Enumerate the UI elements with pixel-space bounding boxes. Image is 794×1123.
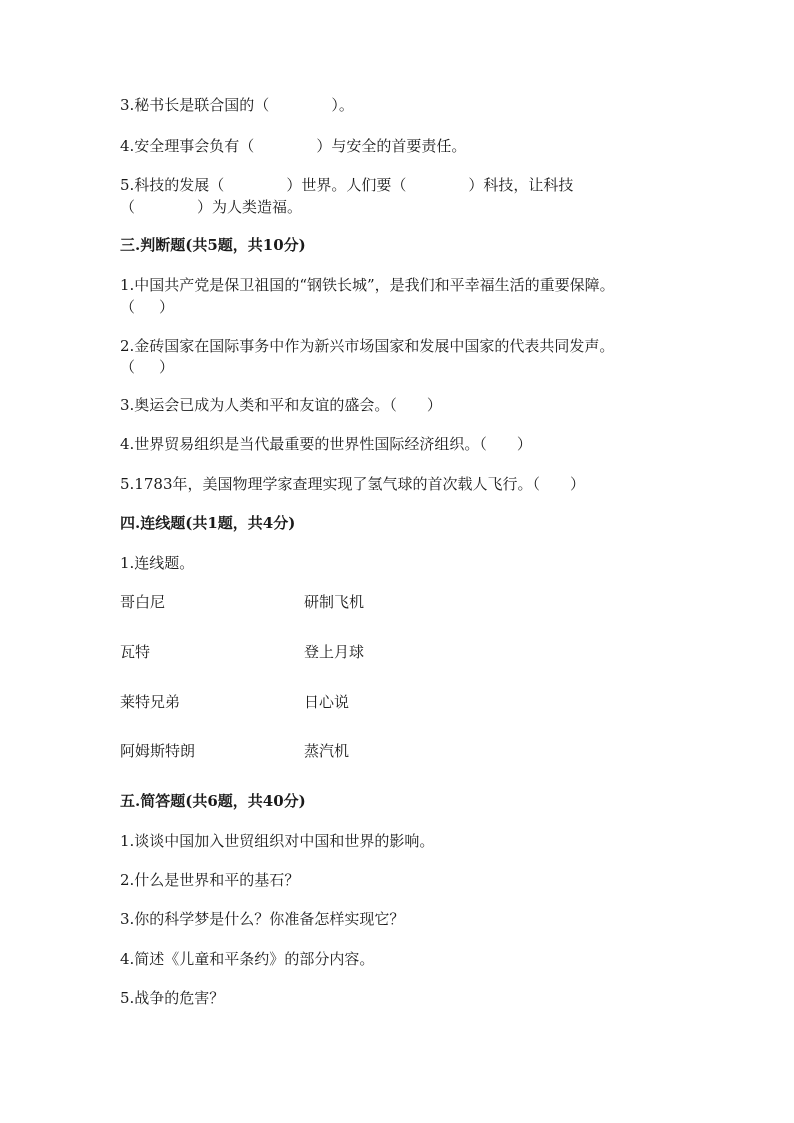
fill-question-5-text-c: ）科技，让科技	[468, 176, 574, 194]
judgment-item-2: 2.金砖国家在国际事务中作为新兴市场国家和发展中国家的代表共同发声。	[120, 337, 615, 355]
paren-close: ）	[570, 475, 586, 493]
fill-question-5-text-a: 5.科技的发展（	[120, 176, 225, 194]
fill-question-4	[120, 136, 466, 156]
match-right-1[interactable]: 研制飞机	[304, 593, 365, 611]
fill-question-5-text-d: （	[120, 198, 136, 216]
short-answer-item-3: 3.你的科学梦是什么？你准备怎样实现它？	[120, 910, 405, 928]
judgment-item-5-text: 5.1783年，美国物理学家查理实现了氢气球的首次载人飞行。	[120, 475, 533, 493]
paren-close: ）	[426, 396, 442, 414]
judgment-item-1: 1.中国共产党是保卫祖国的“钢铁长城”，是我们和平幸福生活的重要保障。	[120, 276, 615, 294]
judgment-item-4	[120, 434, 532, 454]
fill-question-4-text: 4.安全理事会负有（	[120, 137, 255, 155]
section-heading-short-answer: 五.简答题(共6题，共40分)	[120, 792, 306, 810]
match-left-2[interactable]: 瓦特	[120, 643, 151, 661]
fill-question-5-text-b: ）世界。人们要（	[286, 176, 407, 194]
paren-close: ）	[159, 358, 175, 376]
paren-open: （	[479, 435, 487, 453]
paren-open: （	[120, 358, 136, 376]
short-answer-item-1: 1.谈谈中国加入世贸组织对中国和世界的影响。	[120, 832, 435, 850]
section-heading-judgment: 三.判断题(共5题，共10分)	[120, 236, 306, 254]
judgment-item-5	[120, 474, 585, 494]
paren-open: （	[389, 396, 397, 414]
judgment-item-4-text: 4.世界贸易组织是当代最重要的世界性国际经济组织。	[120, 435, 480, 453]
match-right-3[interactable]: 日心说	[304, 693, 350, 711]
fill-question-5-text-e: ）为人类造福。	[197, 198, 303, 216]
short-answer-item-5: 5.战争的危害？	[120, 989, 225, 1007]
fill-question-5-line1	[120, 175, 573, 195]
fill-question-3-end: ）。	[331, 96, 354, 114]
paren-open: （	[532, 475, 541, 493]
fill-question-4-end: ）与安全的首要责任。	[316, 137, 467, 155]
judgment-item-2-paren[interactable]	[120, 357, 174, 377]
match-right-4[interactable]: 蒸汽机	[304, 742, 350, 760]
short-answer-item-2: 2.什么是世界和平的基石？	[120, 871, 300, 889]
judgment-item-3	[120, 395, 442, 415]
short-answer-item-4: 4.简述《儿童和平条约》的部分内容。	[120, 950, 375, 968]
paren-close: ）	[159, 298, 175, 316]
match-left-4[interactable]: 阿姆斯特朗	[120, 742, 196, 760]
paren-close: ）	[516, 435, 532, 453]
match-right-2[interactable]: 登上月球	[304, 643, 365, 661]
judgment-item-1-paren[interactable]	[120, 297, 174, 317]
fill-question-5-line2	[120, 197, 302, 217]
fill-question-3	[120, 95, 354, 115]
paren-open: （	[120, 298, 136, 316]
match-left-3[interactable]: 莱特兄弟	[120, 693, 181, 711]
match-left-1[interactable]: 哥白尼	[120, 593, 166, 611]
matching-question: 1.连线题。	[120, 554, 195, 572]
section-heading-matching: 四.连线题(共1题，共4分)	[120, 514, 296, 532]
fill-question-3-text: 3.秘书长是联合国的（	[120, 96, 270, 114]
judgment-item-3-text: 3.奥运会已成为人类和平和友谊的盛会。	[120, 396, 390, 414]
